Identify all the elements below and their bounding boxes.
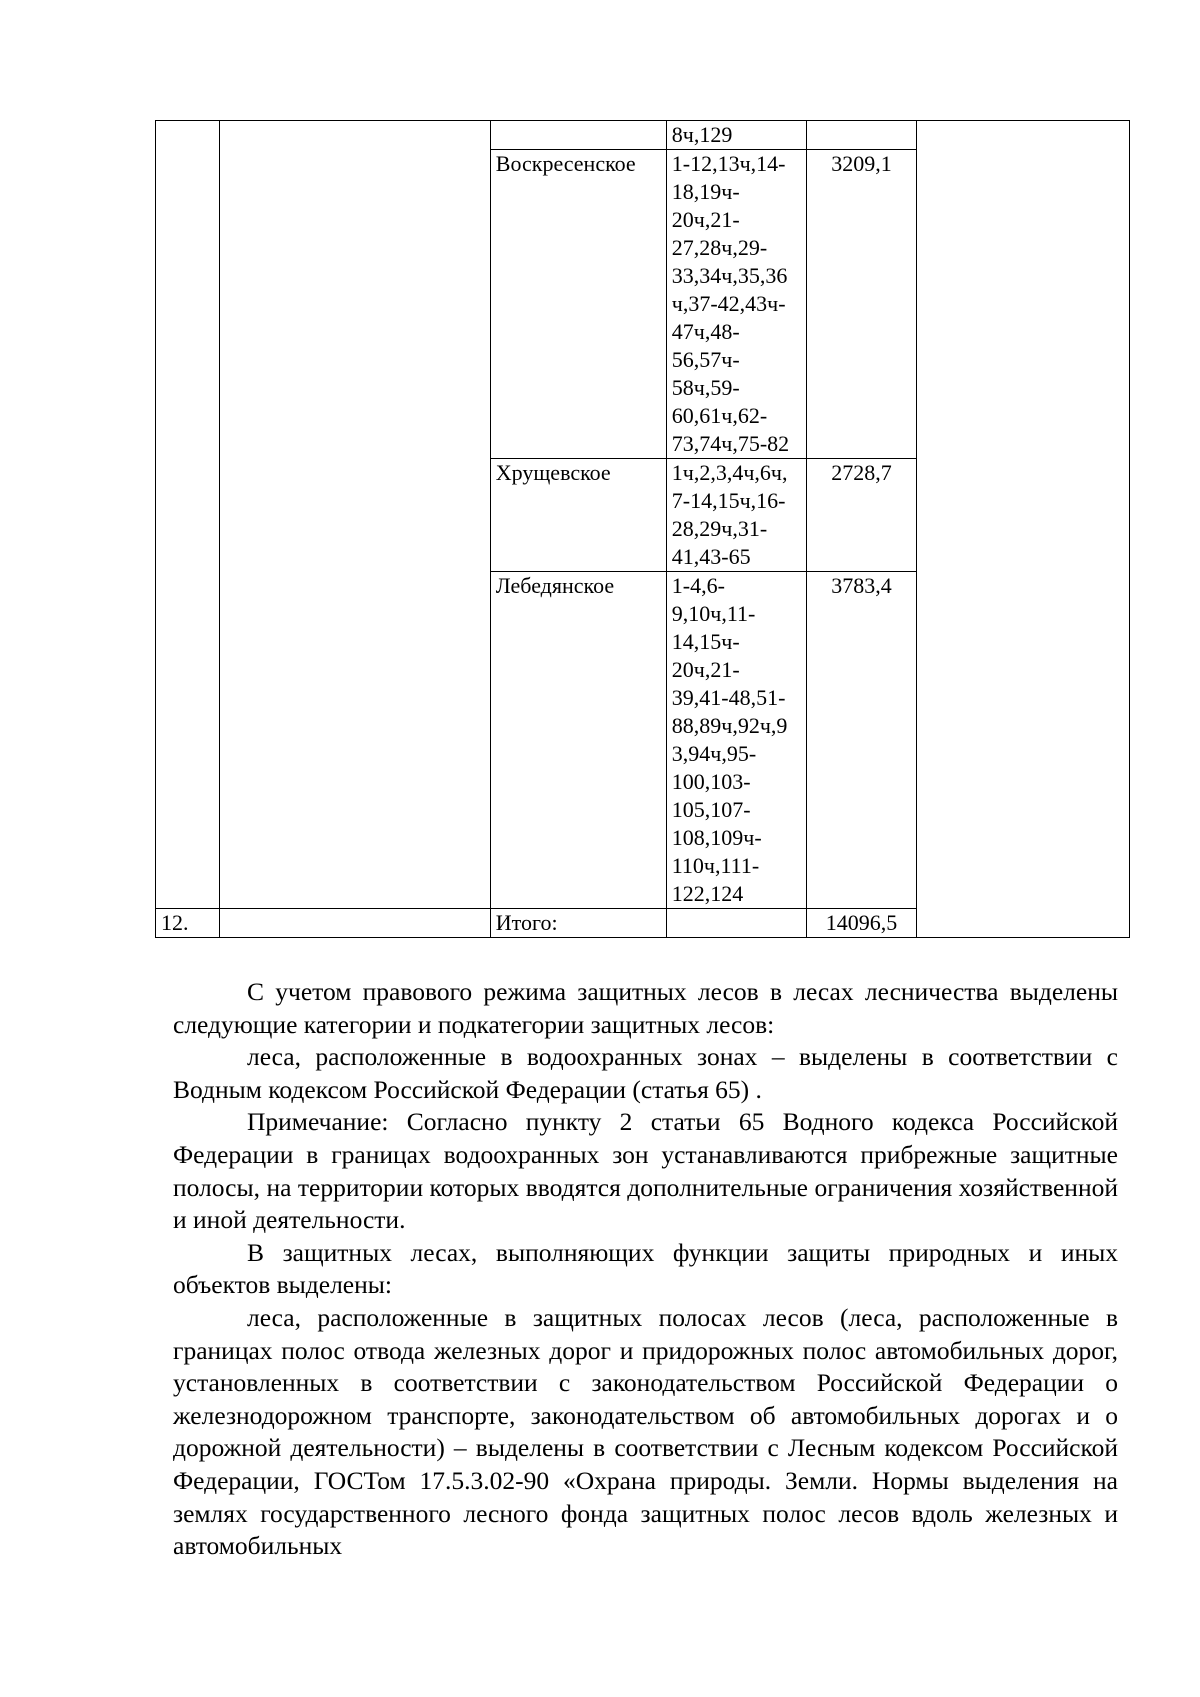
quarters-line: 1ч,2,3,4ч,6ч,	[671, 460, 788, 485]
paragraph: леса, расположенные в защитных полосах лесов (леса, расположенные в границах полос отвода железных дорог и придорожных полос автомобильных дорог, установленных в соответствии с законодательством Российской Федерации о железнодорожном транспорте, законодательством об автомобильных дорогах и о дорожной деятельности) – выделены в соответствии с Лесным кодексом Российской Федерации, ГОСТом 17.5.3.02-90 «Охрана природы. Земли. Нормы выделения на землях государственного лесного фонда защитных полос лесов вдоль железных и автомобильных	[173, 1302, 1118, 1561]
quarters-line: 100,103-	[671, 769, 751, 794]
quarters-line: 73,74ч,75-82	[671, 431, 790, 456]
quarters-cell	[666, 909, 807, 938]
forest-area-table	[155, 120, 1130, 938]
quarters-line: 88,89ч,92ч,9	[671, 713, 788, 738]
quarters-line: 18,19ч-	[671, 179, 740, 204]
district-name-cell: Хрущевское	[490, 459, 666, 572]
district-name-cell: Воскресенское	[490, 150, 666, 459]
quarters-line: 110ч,111-	[671, 853, 760, 878]
row-number-cell: 12.	[156, 909, 220, 938]
quarters-line: 122,124	[671, 881, 744, 906]
quarters-line: 60,61ч,62-	[671, 403, 768, 428]
area-cell	[807, 121, 916, 150]
quarters-line: 58ч,59-	[671, 375, 740, 400]
quarters-line: 1-4,6-	[671, 573, 725, 598]
quarters-line: 1-12,13ч,14-	[671, 151, 786, 176]
quarters-line: 8ч,129	[671, 122, 733, 147]
quarters-cell	[666, 121, 807, 150]
quarters-line: 27,28ч,29-	[671, 235, 768, 260]
row-number-cell	[156, 121, 220, 909]
quarters-line: 33,34ч,35,36	[671, 263, 788, 288]
forestry-name-cell	[219, 909, 490, 938]
quarters-line: 14,15ч-	[671, 629, 740, 654]
quarters-line: 7-14,15ч,16-	[671, 488, 786, 513]
paragraph: леса, расположенные в водоохранных зонах – выделены в соответствии с Водным кодексом Российской Федерации (статья 65) .	[173, 1042, 1118, 1104]
district-name-cell: Лебедянское	[490, 572, 666, 909]
quarters-cell	[666, 459, 807, 572]
quarters-line: 39,41-48,51-	[671, 685, 786, 710]
paragraph: Примечание: Согласно пункту 2 статьи 65 Водного кодекса Российской Федерации в границах водоохранных зон устанавливаются прибрежные защитные полосы, на территории которых вводятся дополнительные ограничения хозяйственной и иной деятельности.	[173, 1107, 1118, 1235]
paragraph: С учетом правового режима защитных лесов в лесах лесничества выделены следующие категории и подкатегории защитных лесов:	[173, 977, 1118, 1039]
quarters-line: 3,94ч,95-	[671, 741, 757, 766]
quarters-line: 9,10ч,11-	[671, 601, 756, 626]
quarters-line: 105,107-	[671, 797, 751, 822]
area-cell: 2728,7	[807, 459, 916, 572]
quarters-line: 20ч,21-	[671, 207, 740, 232]
forestry-name-cell	[219, 121, 490, 909]
table-row	[156, 121, 1130, 150]
area-cell: 3783,4	[807, 572, 916, 909]
extra-cell	[916, 121, 1129, 938]
quarters-line: 41,43-65	[671, 544, 751, 569]
quarters-line: 47ч,48-	[671, 319, 740, 344]
quarters-line: ч,37-42,43ч-	[671, 291, 786, 316]
area-cell: 3209,1	[807, 150, 916, 459]
paragraph: В защитных лесах, выполняющих функции защиты природных и иных объектов выделены:	[173, 1237, 1118, 1300]
body-text	[173, 976, 1118, 1563]
total-label-cell: Итого:	[490, 909, 666, 938]
quarters-line: 108,109ч-	[671, 825, 762, 850]
district-name-cell	[490, 121, 666, 150]
quarters-cell	[666, 150, 807, 459]
quarters-line: 56,57ч-	[671, 347, 740, 372]
quarters-line: 20ч,21-	[671, 657, 740, 682]
quarters-line: 28,29ч,31-	[671, 516, 768, 541]
total-area-cell: 14096,5	[807, 909, 916, 938]
quarters-cell	[666, 572, 807, 909]
